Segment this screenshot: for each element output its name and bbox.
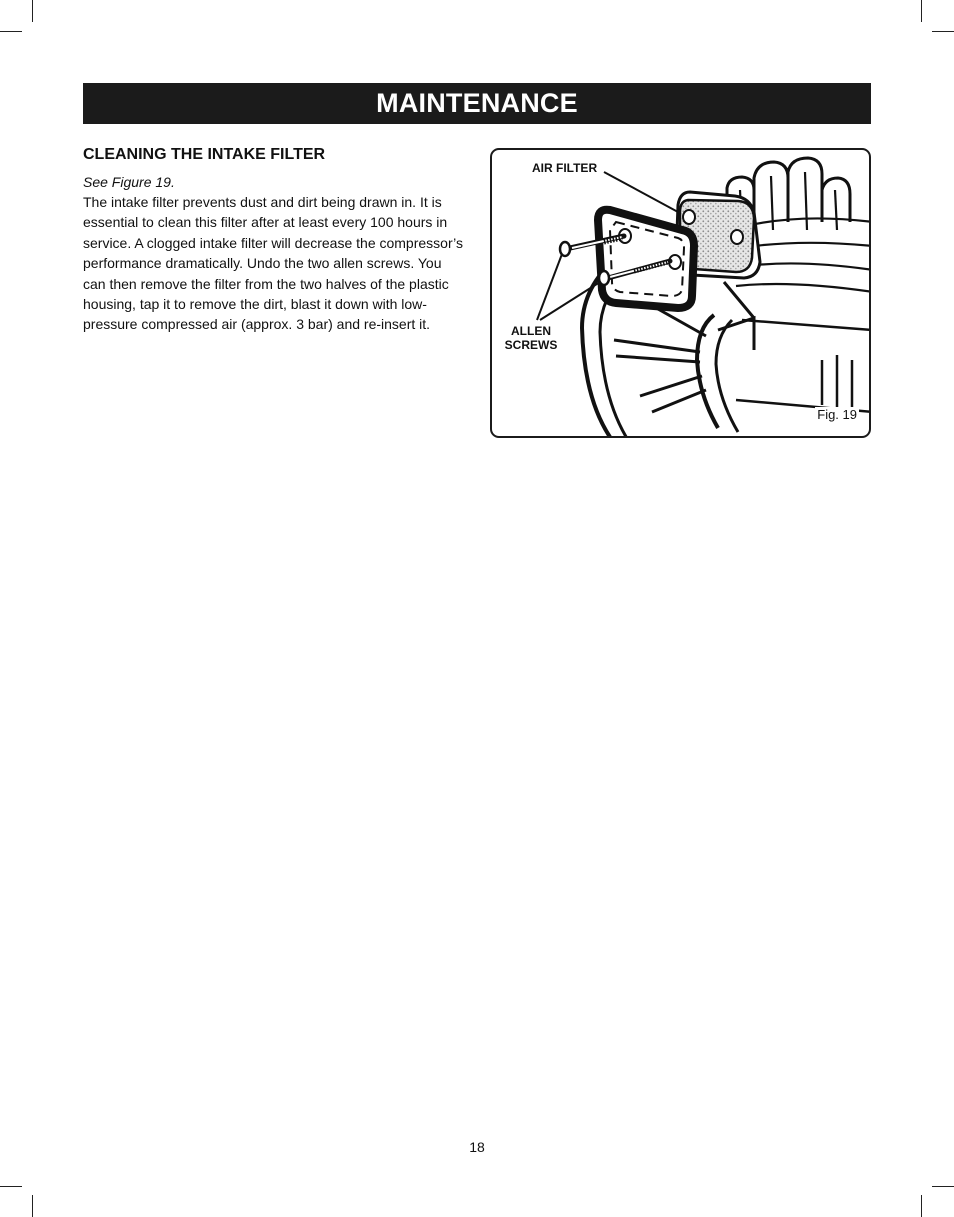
crankcase xyxy=(736,320,871,412)
air-filter-callout: AIR FILTER xyxy=(532,161,598,175)
page-title: MAINTENANCE xyxy=(376,88,578,118)
crop-mark xyxy=(921,1195,922,1217)
crop-mark xyxy=(932,1186,954,1187)
crop-mark xyxy=(932,31,954,32)
allen-screws-callout-line: ALLEN xyxy=(511,324,551,338)
allen-screws-callout-line: SCREWS xyxy=(504,338,558,352)
figure-19 xyxy=(490,148,871,438)
figure-label: Fig. 19 xyxy=(817,407,857,422)
crop-mark xyxy=(921,0,922,22)
crop-mark xyxy=(0,1186,22,1187)
section-title: CLEANING THE INTAKE FILTER xyxy=(83,146,326,163)
page-number: 18 xyxy=(469,1139,485,1155)
crop-mark xyxy=(0,31,22,32)
section-banner xyxy=(83,83,871,124)
section-body: The intake filter prevents dust and dirt being drawn in. It is essential to clean this filter after at least every 100 hours in service. A clogged intake filter will decrease the compressor’s performance dramatically. Undo the two allen screws. You can then remove the filter from the two halves of the plastic housing, tap it to remove the dirt, blast it down with low-pressure compressed air (approx. 3 bar) and re-insert it. xyxy=(83,194,463,333)
crop-mark xyxy=(32,0,33,22)
allen-screws-callout xyxy=(502,324,560,352)
crop-mark xyxy=(32,1195,33,1217)
compressor-filter-illustration xyxy=(492,150,871,438)
figure-reference: See Figure 19. xyxy=(83,174,175,190)
